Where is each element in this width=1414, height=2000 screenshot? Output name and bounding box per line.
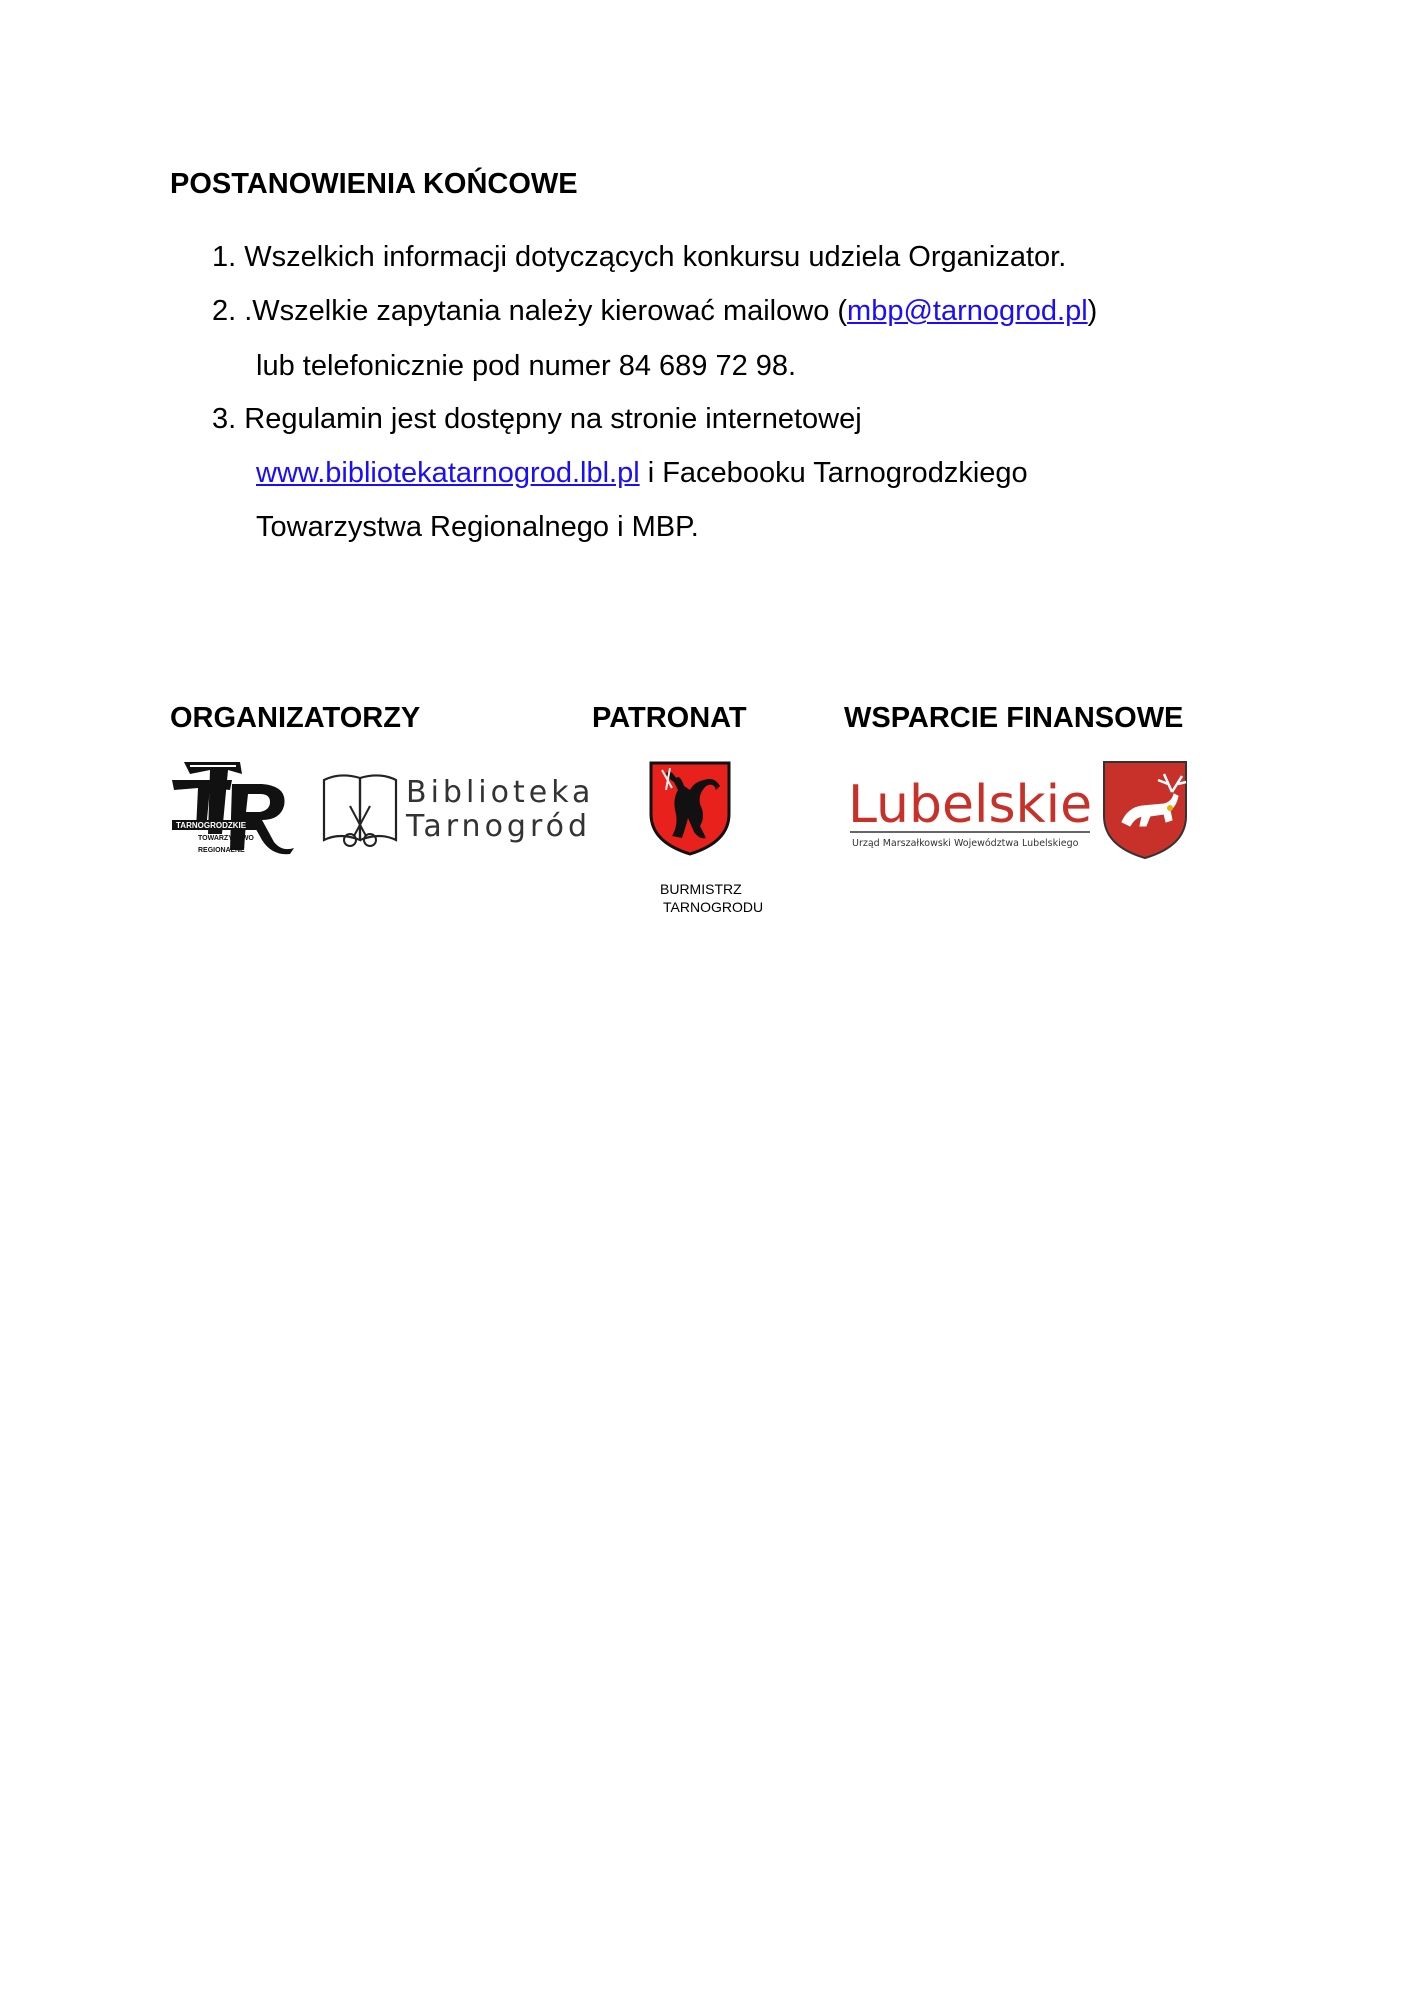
organizers-title: ORGANIZATORZY [170, 702, 421, 734]
lubelskie-subtitle: Urząd Marszałkowski Województwa Lubelskiego [852, 838, 1079, 849]
ttr-logo [170, 760, 306, 856]
lubelskie-logo [846, 760, 1192, 860]
funding-title: WSPARCIE FINANSOWE [844, 702, 1184, 734]
ttr-line1: TARNOGRODZKIE [176, 821, 247, 830]
list-item-3-continuation: Towarzystwa Regionalnego i MBP. [256, 511, 699, 543]
list-item-2-continuation: lub telefonicznie pod numer 84 689 72 98. [256, 350, 797, 382]
ttr-line3: REGIONALNE [198, 847, 245, 854]
list-text: Regulamin jest dostępny na stronie internetowej [244, 403, 862, 435]
list-text: Wszelkich informacji dotyczących konkursu udziela Organizator. [244, 241, 1067, 273]
library-logo [320, 770, 595, 850]
patronage-title: PATRONAT [592, 702, 747, 734]
book-icon [324, 775, 396, 840]
email-link[interactable]: mbp@tarnogrod.pl [847, 295, 1088, 327]
list-text: .Wszelkie zapytania należy kierować mailowo ( [244, 295, 848, 327]
website-link[interactable]: www.bibliotekatarnogrod.lbl.pl [256, 457, 640, 489]
list-text-suffix: ) [1087, 295, 1098, 327]
list-text: i Facebooku Tarnogrodzkiego [639, 457, 1028, 489]
list-item-3 [212, 403, 862, 436]
library-logo-line2: Tarnogród [406, 809, 592, 844]
tarnogrod-coat-of-arms [648, 760, 732, 856]
list-number: 1. [212, 241, 237, 273]
lubelskie-wordmark: Lubelskie [848, 775, 1093, 835]
list-number: 3. [212, 403, 237, 435]
list-number: 2. [212, 295, 237, 327]
patronage-caption-line1: BURMISTRZ [660, 881, 742, 897]
list-item-1 [212, 241, 1066, 274]
patronage-caption-line2: TARNOGRODU [663, 899, 764, 915]
ttr-line2: TOWARZYSTWO [198, 835, 254, 842]
section-heading: POSTANOWIENIA KOŃCOWE [170, 168, 578, 200]
list-item-2 [212, 295, 1097, 328]
library-logo-line1: Biblioteka [406, 775, 595, 810]
list-item-3-link-line [256, 457, 1028, 490]
